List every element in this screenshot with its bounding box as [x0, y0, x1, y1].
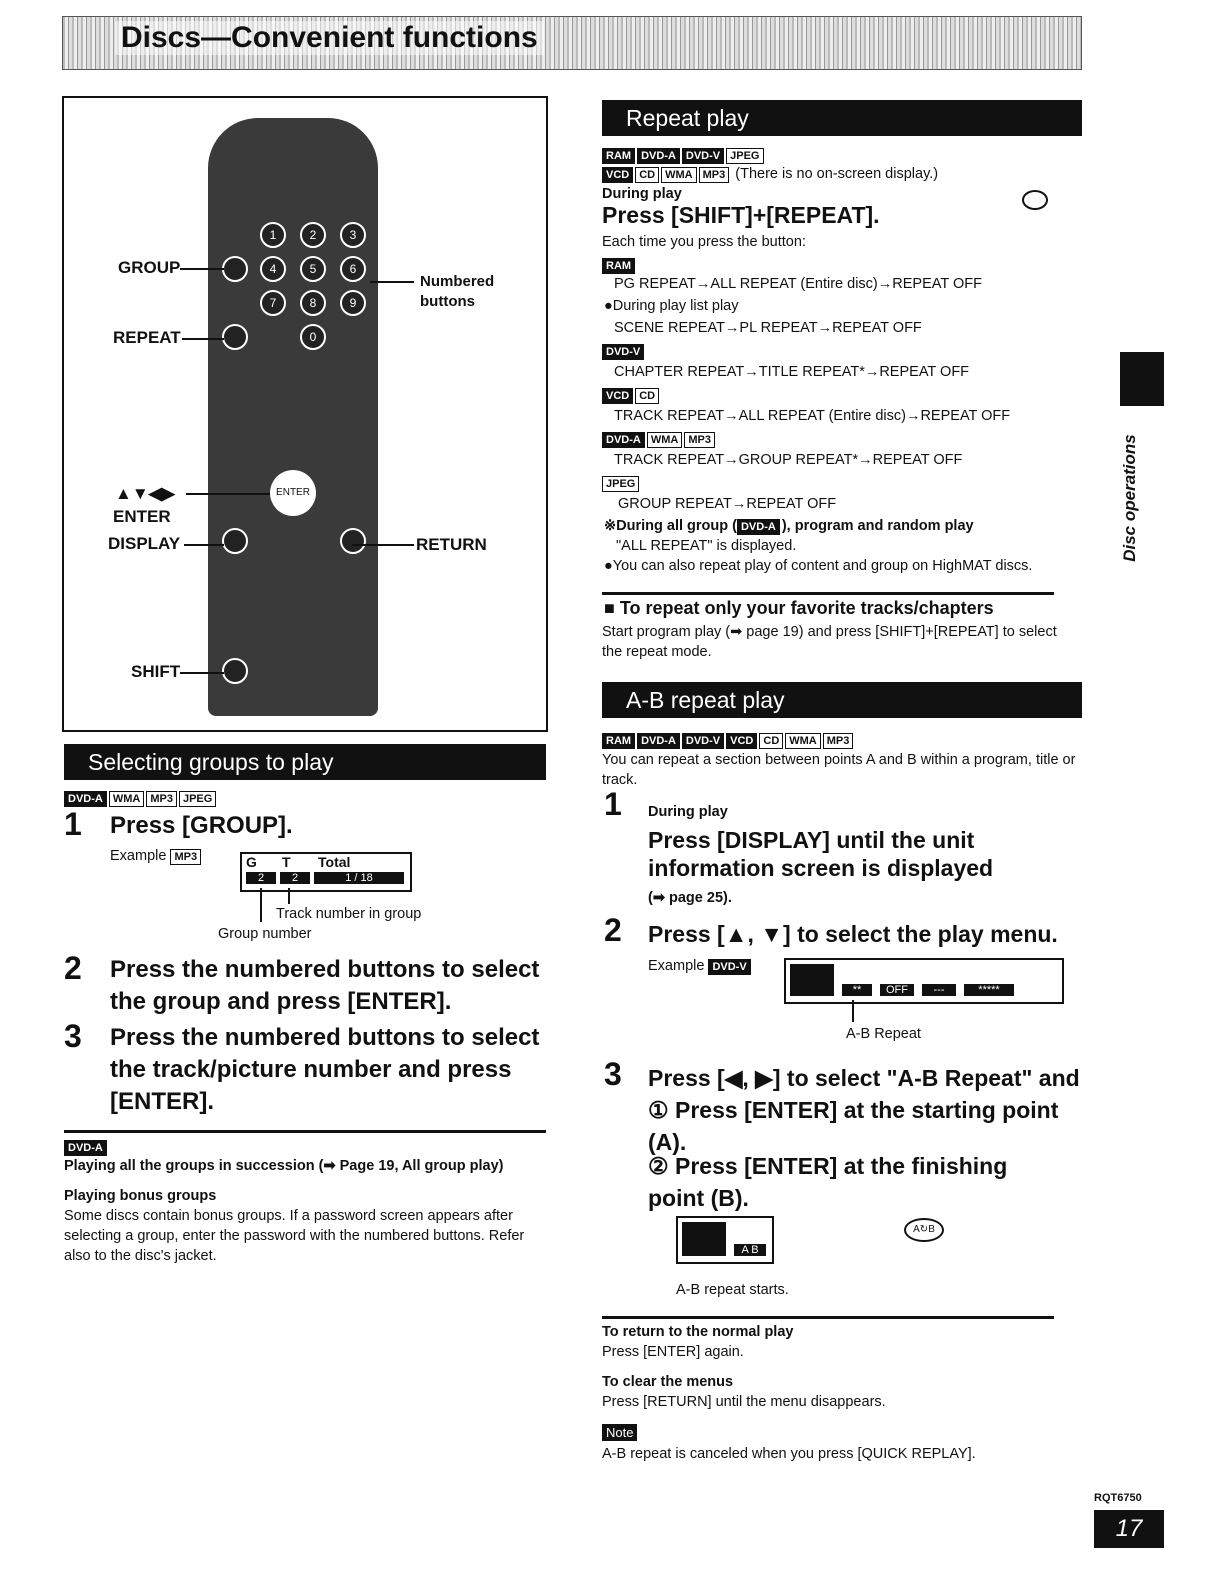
- tag: DVD-V: [602, 344, 644, 360]
- key-0: 0: [300, 324, 326, 350]
- doc-code: RQT6750: [1094, 1492, 1142, 1504]
- tag: WMA: [109, 791, 145, 807]
- groups-step2-number: 2: [64, 950, 82, 986]
- play-menu-osd: [784, 958, 1064, 1004]
- clear-title: To clear the menus: [602, 1374, 734, 1390]
- ab-step2-text: Press [▲, ▼] to select the play menu.: [648, 921, 1058, 947]
- ab-intro: You can repeat a section between points A and B within a program, title or track.: [602, 752, 1076, 788]
- ab-step3-b: ② Press [ENTER] at the finishing point (B).: [648, 1153, 1008, 1211]
- tag: RAM: [602, 258, 635, 274]
- ab-osd: [676, 1216, 774, 1264]
- repeat-remote-icon: [1022, 190, 1048, 210]
- side-tab-block: [1120, 352, 1164, 406]
- clear-text: Press [RETURN] until the menu disappears.: [602, 1394, 886, 1410]
- ab-remote-icon: [904, 1218, 944, 1242]
- leader-return: [352, 544, 414, 546]
- return-title: To return to the normal play: [602, 1324, 794, 1340]
- tag: MP3: [170, 849, 201, 865]
- ab-step1-ref: (➡ page 25).: [648, 890, 732, 906]
- tag: WMA: [647, 432, 683, 448]
- tag: RAM: [602, 733, 635, 749]
- page-banner: [62, 16, 1082, 70]
- key-2: 2: [300, 222, 326, 248]
- tag: WMA: [785, 733, 821, 749]
- no-display-text: (There is no on-screen display.): [735, 166, 939, 182]
- all-group-note: [604, 516, 974, 536]
- key-9: 9: [340, 290, 366, 316]
- label-repeat: REPEAT: [113, 328, 181, 347]
- tag: CD: [635, 388, 659, 404]
- group-caption: Group number: [218, 926, 312, 942]
- tag: JPEG: [179, 791, 216, 807]
- groups-step1-number: 1: [64, 806, 82, 842]
- all-repeat-note: "ALL REPEAT" is displayed.: [616, 538, 797, 554]
- disc-icon: [790, 964, 834, 996]
- label-numbered-buttons: Numbered buttons: [420, 273, 495, 310]
- tag: DVD-A: [64, 1140, 107, 1156]
- leader-numbered: [370, 281, 414, 283]
- label-shift: SHIFT: [131, 662, 181, 681]
- groups-step3-number: 3: [64, 1018, 82, 1054]
- ab-tags: [602, 731, 855, 749]
- tag: DVD-A: [737, 519, 780, 535]
- page-number: 17: [1115, 1515, 1143, 1542]
- osd-cell: **: [842, 984, 872, 996]
- ab-caption: A-B Repeat: [846, 1026, 921, 1042]
- vcd-cd-tags: [602, 386, 661, 404]
- key-5: 5: [300, 256, 326, 282]
- label-display: DISPLAY: [108, 534, 181, 553]
- ab-starts: A-B repeat starts.: [676, 1282, 789, 1298]
- groups-tags: [64, 789, 218, 807]
- example-label: Example: [648, 958, 705, 974]
- groups-note-tag: [64, 1138, 109, 1156]
- jpeg-sequence: GROUP REPEAT→REPEAT OFF: [618, 496, 837, 512]
- ab-step3-number: 3: [604, 1056, 622, 1092]
- key-6: 6: [340, 256, 366, 282]
- ram-tag: [602, 256, 637, 274]
- group-key: [222, 256, 248, 282]
- dvda-wma-mp3-tags: [602, 430, 717, 448]
- each-time: Each time you press the button:: [602, 234, 806, 250]
- tag: VCD: [602, 388, 633, 404]
- key-3: 3: [340, 222, 366, 248]
- osd-cell: *****: [964, 984, 1014, 996]
- note-label-box: [602, 1424, 637, 1441]
- ab-heading-text: A-B repeat play: [626, 687, 785, 713]
- tag: RAM: [602, 148, 635, 164]
- group-sequence: TRACK REPEAT→GROUP REPEAT*→REPEAT OFF: [614, 452, 963, 468]
- note-label: Note: [606, 1425, 634, 1440]
- osd-t: T: [282, 854, 291, 870]
- shift-key: [222, 658, 248, 684]
- fav-rule: [602, 592, 1054, 595]
- key-8: 8: [300, 290, 326, 316]
- key-1: 1: [260, 222, 286, 248]
- ab-example: [648, 956, 753, 976]
- label-return: RETURN: [416, 535, 487, 554]
- return-key: [340, 528, 366, 554]
- fav-text: Start program play (➡ page 19) and press [SHIFT]+[REPEAT] to select the repeat mode.: [602, 624, 1057, 660]
- repeat-tags-row1: [602, 146, 766, 164]
- track-caption: Track number in group: [276, 906, 422, 922]
- groups-note-rule: [64, 1130, 546, 1133]
- group-osd: [240, 852, 412, 892]
- example-label: Example: [110, 848, 167, 864]
- tag: DVD-A: [637, 733, 680, 749]
- repeat-heading-text: Repeat play: [626, 105, 749, 131]
- tag: JPEG: [602, 476, 639, 492]
- all-group-line: Playing all the groups in succession (➡ Page 19, All group play): [64, 1158, 504, 1174]
- highmat-note: ●You can also repeat play of content and group on HighMAT discs.: [604, 558, 1033, 574]
- page-number-box: [1094, 1510, 1164, 1548]
- osd-cell: ---: [922, 984, 956, 996]
- repeat-press: Press [SHIFT]+[REPEAT].: [602, 202, 880, 228]
- groups-example: [110, 846, 203, 866]
- groups-step1-text: Press [GROUP].: [110, 812, 293, 839]
- osd-track-value: 2: [280, 872, 310, 884]
- osd-total: Total: [318, 854, 351, 870]
- fav-title: ■ To repeat only your favorite tracks/chapters: [604, 598, 994, 618]
- return-text: Press [ENTER] again.: [602, 1344, 744, 1360]
- ab-rule: [602, 1316, 1054, 1319]
- tag: MP3: [684, 432, 715, 448]
- section-heading-repeat: [602, 100, 1082, 136]
- osd-cell: OFF: [880, 984, 914, 996]
- ab-step1-text: Press [DISPLAY] until the unit information screen is displayed: [648, 827, 994, 881]
- display-key: [222, 528, 248, 554]
- section-heading-ab: [602, 682, 1082, 718]
- note-text: A-B repeat is canceled when you press [QUICK REPLAY].: [602, 1446, 976, 1462]
- leader-shift: [180, 672, 224, 674]
- tag: DVD-A: [64, 791, 107, 807]
- osd-total-value: 1 / 18: [314, 872, 404, 884]
- star-pre: ※During all group (: [604, 518, 737, 534]
- osd-group-value: 2: [246, 872, 276, 884]
- key-4: 4: [260, 256, 286, 282]
- dvdv-tag: [602, 342, 646, 360]
- track-leader: [260, 888, 262, 922]
- osd-g: G: [246, 854, 257, 870]
- leader-repeat: [182, 338, 224, 340]
- tag: MP3: [699, 167, 730, 183]
- ab-step3-a: ① Press [ENTER] at the starting point (A).: [648, 1097, 1059, 1155]
- key-7: 7: [260, 290, 286, 316]
- tag: JPEG: [726, 148, 763, 164]
- ab-step1-number: 1: [604, 786, 622, 822]
- tag: MP3: [146, 791, 177, 807]
- bonus-title: Playing bonus groups: [64, 1188, 217, 1204]
- tag: VCD: [602, 167, 633, 183]
- page-title: Discs—Convenient functions: [115, 21, 544, 55]
- enter-key: ENTER: [270, 470, 316, 516]
- repeat-key: [222, 324, 248, 350]
- label-group: GROUP: [118, 258, 181, 277]
- bonus-text: Some discs contain bonus groups. If a password screen appears after selecting a group, enter the password with the numbered buttons. Refer also to the disc's jacket.: [64, 1208, 525, 1264]
- leader-group: [180, 268, 224, 270]
- repeat-during: During play: [602, 186, 682, 202]
- ab-cell: A B: [734, 1244, 766, 1256]
- tag: DVD-V: [682, 148, 724, 164]
- ram-sequence: PG REPEAT→ALL REPEAT (Entire disc)→REPEAT OFF: [614, 276, 982, 292]
- tag: DVD-V: [682, 733, 724, 749]
- disc-icon: [682, 1222, 726, 1256]
- tag: DVD-V: [708, 959, 750, 975]
- groups-heading-text: Selecting groups to play: [88, 749, 334, 775]
- leader-arrows: [186, 493, 270, 495]
- leader-display: [184, 544, 224, 546]
- tag: CD: [635, 167, 659, 183]
- label-enter: ENTER: [113, 507, 171, 526]
- remote-control-illustration: [208, 118, 378, 716]
- label-arrows: ▲▼◀▶: [115, 484, 175, 503]
- side-tab-label: Disc operations: [1120, 434, 1139, 562]
- section-heading-groups: [64, 744, 546, 780]
- ab-icon-label: A↻B: [913, 1224, 935, 1235]
- track-sequence: TRACK REPEAT→ALL REPEAT (Entire disc)→REPEAT OFF: [614, 408, 1011, 424]
- jpeg-tag: [602, 474, 641, 492]
- tag: WMA: [661, 167, 697, 183]
- ab-step3-text: Press [◀, ▶] to select "A-B Repeat" and: [648, 1065, 1080, 1091]
- group-leader: [288, 888, 290, 904]
- ab-step1-during: During play: [648, 804, 728, 820]
- tag: DVD-A: [602, 432, 645, 448]
- ab-step2-number: 2: [604, 912, 622, 948]
- star-post: ), program and random play: [781, 518, 974, 534]
- groups-step2-text: Press the numbered buttons to select the group and press [ENTER].: [110, 956, 540, 1015]
- playlist-line: ●During play list play: [604, 298, 739, 314]
- tag: VCD: [726, 733, 757, 749]
- chapter-sequence: CHAPTER REPEAT→TITLE REPEAT*→REPEAT OFF: [614, 364, 970, 380]
- tag: MP3: [823, 733, 854, 749]
- repeat-tags-row2: [602, 164, 938, 184]
- ab-caption-leader: [852, 1000, 854, 1022]
- scene-sequence: SCENE REPEAT→PL REPEAT→REPEAT OFF: [614, 320, 922, 336]
- tag: DVD-A: [637, 148, 680, 164]
- groups-step3-text: Press the numbered buttons to select the track/picture number and press [ENTER].: [110, 1024, 540, 1115]
- tag: CD: [759, 733, 783, 749]
